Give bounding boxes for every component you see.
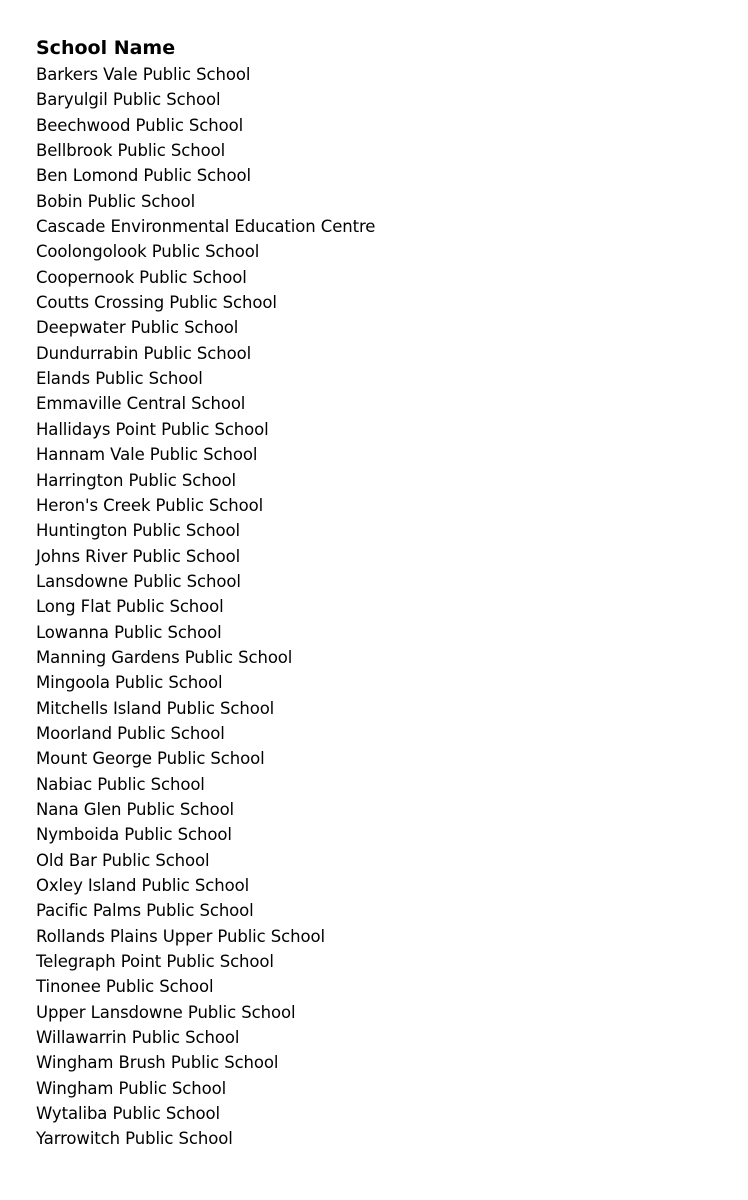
school-list-sheet bbox=[36, 35, 375, 1152]
school-name-row: Wytaliba Public School bbox=[36, 1104, 221, 1124]
school-name-row: Mingoola Public School bbox=[36, 673, 223, 693]
school-name-row: Nana Glen Public School bbox=[36, 799, 235, 819]
school-name-row: Manning Gardens Public School bbox=[36, 647, 293, 667]
school-name-list bbox=[36, 62, 375, 1152]
school-name-row: Coopernook Public School bbox=[36, 267, 247, 287]
school-name-row: Beechwood Public School bbox=[36, 115, 244, 135]
school-name-row: Harrington Public School bbox=[36, 470, 237, 490]
school-name-row: Moorland Public School bbox=[36, 723, 225, 743]
school-name-row: Old Bar Public School bbox=[36, 850, 210, 870]
school-name-row: Hannam Vale Public School bbox=[36, 445, 258, 465]
school-name-row: Heron's Creek Public School bbox=[36, 495, 264, 515]
school-name-row: Long Flat Public School bbox=[36, 597, 224, 617]
school-name-row: Mount George Public School bbox=[36, 749, 265, 769]
school-name-row: Bobin Public School bbox=[36, 191, 196, 211]
school-name-row: Yarrowitch Public School bbox=[36, 1129, 233, 1149]
school-name-row: Telegraph Point Public School bbox=[36, 952, 274, 972]
school-name-row: Wingham Brush Public School bbox=[36, 1053, 279, 1073]
school-name-row: Barkers Vale Public School bbox=[36, 65, 251, 84]
school-name-row: Mitchells Island Public School bbox=[36, 698, 275, 718]
school-name-row: Oxley Island Public School bbox=[36, 876, 250, 895]
school-name-row: Pacific Palms Public School bbox=[36, 901, 254, 921]
school-name-row: Coolongolook Public School bbox=[36, 242, 260, 262]
school-name-row: Lowanna Public School bbox=[36, 622, 222, 642]
school-name-row: Tinonee Public School bbox=[36, 977, 214, 997]
column-header-school-name: School Name bbox=[36, 37, 176, 59]
school-name-row: Emmaville Central School bbox=[36, 394, 246, 414]
school-name-row: Bellbrook Public School bbox=[36, 141, 226, 161]
school-name-row: Johns River Public School bbox=[36, 546, 241, 566]
school-name-row: Deepwater Public School bbox=[36, 318, 239, 338]
school-name-row: Huntington Public School bbox=[36, 521, 241, 541]
school-name-row: Cascade Environmental Education Centre bbox=[36, 217, 376, 237]
school-name-row: Upper Lansdowne Public School bbox=[36, 1002, 296, 1022]
school-name-row: Wingham Public School bbox=[36, 1078, 227, 1098]
school-name-row: Elands Public School bbox=[36, 369, 203, 389]
school-name-row: Ben Lomond Public School bbox=[36, 166, 251, 186]
school-name-row: Hallidays Point Public School bbox=[36, 419, 269, 439]
school-name-row: Baryulgil Public School bbox=[36, 90, 221, 110]
school-name-row: Nabiac Public School bbox=[36, 774, 205, 794]
school-name-row: Coutts Crossing Public School bbox=[36, 293, 277, 313]
school-name-row: Willawarrin Public School bbox=[36, 1028, 240, 1048]
school-name-row: Lansdowne Public School bbox=[36, 571, 241, 591]
school-name-row: Nymboida Public School bbox=[36, 825, 232, 845]
school-name-row: Dundurrabin Public School bbox=[36, 343, 252, 363]
school-name-row: Rollands Plains Upper Public School bbox=[36, 926, 325, 946]
